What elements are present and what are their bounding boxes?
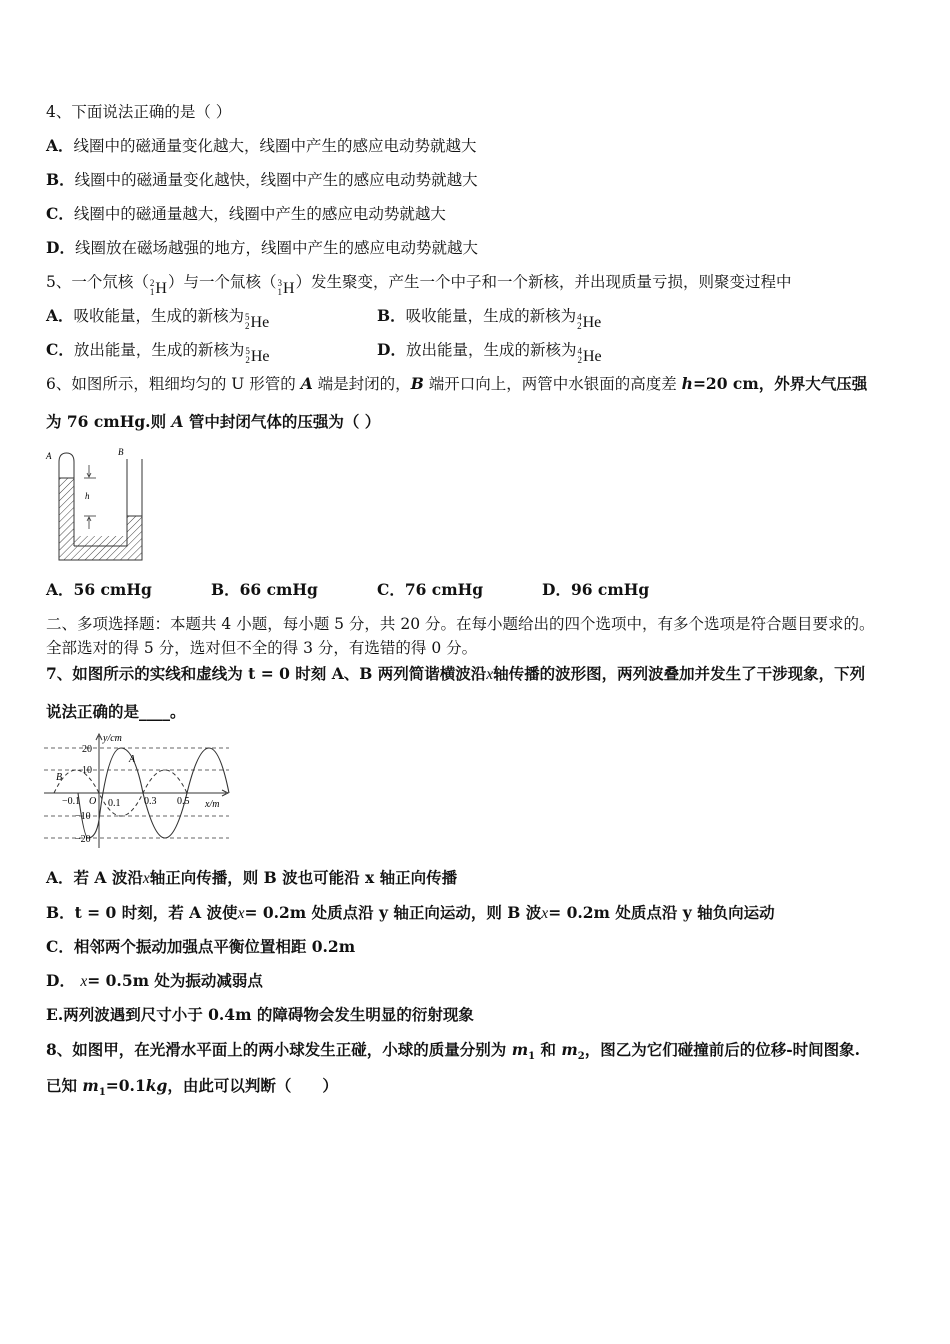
label-A: A (46, 451, 52, 461)
q8-stem-line1: 8、如图甲，在光滑水平面上的两小球发生正碰，小球的质量分别为 $m_1$ 和 $m_2$，图乙为它们碰撞前后的位移-时间图象. (46, 1040, 861, 1063)
x-axis-label: x/m (205, 799, 220, 810)
q6-stem-line2: 为 76 cmHg.则 A 管中封闭气体的压强为（ ） (46, 412, 381, 431)
q5-option-b: B．吸收能量，生成的新核为 4 2 He (377, 306, 602, 331)
section2-line2: 全部选对的得 5 分，选对但不全的得 3 分，有选错的得 0 分。 (46, 639, 478, 657)
section2-line1: 二、多项选择题：本题共 4 小题，每小题 5 分，共 20 分。在每小题给出的四个选项中，有多个选项是符合题目要求的。 (46, 615, 875, 633)
q6-option-a: A．56 cmHg (46, 580, 152, 599)
label-h: h (85, 491, 90, 501)
q6-option-d: D．96 cmHg (542, 580, 650, 599)
y-tick-neg20: −20 (75, 834, 91, 845)
q7-option-a: A．若 A 波沿x轴正向传播，则 B 波也可能沿 x 轴正向传播 (46, 868, 458, 887)
q7-stem-line2: 说法正确的是____。 (46, 702, 186, 721)
q4-option-b: B．线圈中的磁通量变化越快，线圈中产生的感应电动势就越大 (46, 170, 478, 189)
q4-option-d: D．线圈放在磁场越强的地方，线圈中产生的感应电动势就越大 (46, 238, 478, 257)
q6-option-b: B．66 cmHg (211, 580, 318, 599)
q5-option-a: A．吸收能量，生成的新核为 5 2 He (46, 306, 270, 331)
q4-option-c: C．线圈中的磁通量越大，线圈中产生的感应电动势就越大 (46, 204, 446, 223)
nuclide-tritium: 3 1 H (277, 278, 295, 297)
q7-option-b: B．t = 0 时刻，若 A 波使x= 0.2m 处质点沿 y 轴正向运动，则 B 波x= 0.2m 处质点沿 y 轴负向运动 (46, 903, 775, 922)
q8-stem-line2: 已知 $m_1=0.1kg$，由此可以判断（ ） (46, 1076, 338, 1099)
u-tube-figure (44, 445, 154, 565)
q4-option-a: A．线圈中的磁通量变化越大，线圈中产生的感应电动势就越大 (46, 136, 477, 155)
q7-stem-line1: 7、如图所示的实线和虚线为 t = 0 时刻 A、B 两列简谐横波沿x轴传播的波形图，两列波叠加并发生了干涉现象，下列 (46, 664, 866, 683)
q7-option-e: E.两列波遇到尺寸小于 0.4m 的障碍物会发生明显的衍射现象 (46, 1005, 474, 1024)
q5-option-d: D．放出能量，生成的新核为 4 2 He (377, 340, 602, 365)
x-tick-neg0-1: −0.1 (62, 796, 81, 807)
x-tick-origin: O (89, 796, 97, 807)
q5-stem: 5、一个氘核（ 2 1 H ）与一个氚核（ 3 1 H ）发生聚变，产生一个中子和一个新核，并出现质量亏损，则聚变过程中 (46, 273, 792, 297)
q6-stem-line1: 6、如图所示，粗细均匀的 U 形管的 A 端是封闭的，B 端开口向上，两管中水银面的高度差 h=20 cm，外界大气压强 (46, 374, 868, 393)
y-tick-20: 20 (82, 744, 92, 755)
wave-figure (44, 730, 236, 852)
q7-option-d: D． x= 0.5m 处为振动减弱点 (46, 971, 263, 990)
q5-option-c: C．放出能量，生成的新核为 5 2 He (46, 340, 270, 365)
y-tick-10: 10 (82, 765, 92, 776)
wave-b-label: B (56, 772, 63, 783)
x-tick-0-5: 0.5 (177, 796, 190, 807)
y-axis-label: y/cm (103, 733, 122, 744)
x-tick-0-3: 0.3 (144, 796, 157, 807)
q7-option-c: C．相邻两个振动加强点平衡位置相距 0.2m (46, 937, 356, 956)
y-tick-neg10: −10 (75, 811, 91, 822)
label-B: B (118, 447, 124, 457)
q6-option-c: C．76 cmHg (377, 580, 484, 599)
nuclide-deuterium: 2 1 H (149, 278, 167, 297)
x-tick-0-1: 0.1 (108, 798, 121, 809)
q4-stem: 4、下面说法正确的是（ ） (46, 103, 232, 121)
wave-a-label: A (129, 754, 136, 765)
